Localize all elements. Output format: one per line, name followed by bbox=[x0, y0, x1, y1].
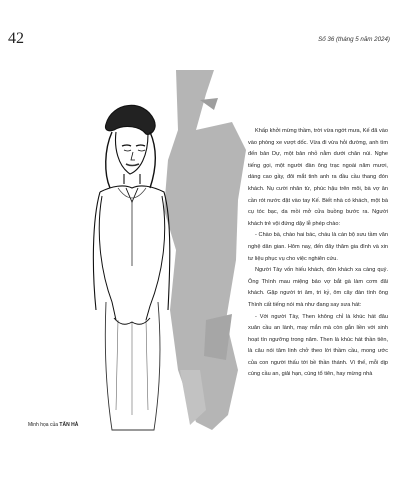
caption-artist: TẤN HÀ bbox=[59, 422, 79, 428]
story-paragraph: - Với người Tày, Then không chỉ là khúc hát đâu xuân cầu an lành, may mắn mà còn gắn liền với sinh hoạt tín ngưỡng trong năm. Then là khúc hát thần tiên, là câu nói tâm linh chở theo lời thầm cầu, mong ước của con người thấu tới bề thần thánh. Vì thế, mỗi dịp cúng cầu an, giải hạn, cúng tổ tiên, hay mừng nhà bbox=[248, 313, 388, 378]
woman-figure bbox=[93, 105, 169, 430]
page-number: 42 bbox=[8, 30, 24, 47]
issue-line: Số 36 (tháng 5 năm 2024) bbox=[318, 36, 390, 43]
story-paragraph: Người Tày vốn hiếu khách, đón khách xa càng quý. Ông Thình mau miệng bảo vợ bắt gà làm cơm đãi khách. Gặp người tri âm, tri kỷ, ôm cây đàn tính ông Thình cất tiếng nói mà như đang say sưa hát: bbox=[248, 267, 388, 308]
story-paragraph: - Chào bà, chào hai bác, cháu là cán bộ sưu tầm văn nghệ dân gian. Hôm nay, đến đây thăm gia đình và xin tư liệu phục vụ cho việc nghiên cứu. bbox=[248, 232, 388, 262]
story-text bbox=[248, 126, 388, 381]
story-paragraph: Khấp khởi mừng thầm, trời vừa ngớt mưa, Kế đã vào vào phòng xe vượt dốc. Vừa đi vừa hỏi đường, anh tìm đến bản Dự, một bản nhỏ nằm dưới chân núi. Nghe tiếng gọi, một người đàn ông trạc ngoài năm mươi, dáng cao gầy, đôi mắt tinh anh ra đầu cầu thang đón khách. Nụ cười nhân từ, phúc hậu trên môi, bà vợ ân cần rót nước đặt vào tay Kế. Biết nhà có khách, một bà cụ tóc bạc, da mồi mở cửa buồng bước ra. Người khách trẻ vội đứng dậy lễ phép chào: bbox=[248, 128, 388, 227]
illustration-caption bbox=[28, 422, 78, 428]
brush-wash bbox=[164, 70, 246, 430]
caption-prefix: Minh họa của bbox=[28, 422, 59, 428]
